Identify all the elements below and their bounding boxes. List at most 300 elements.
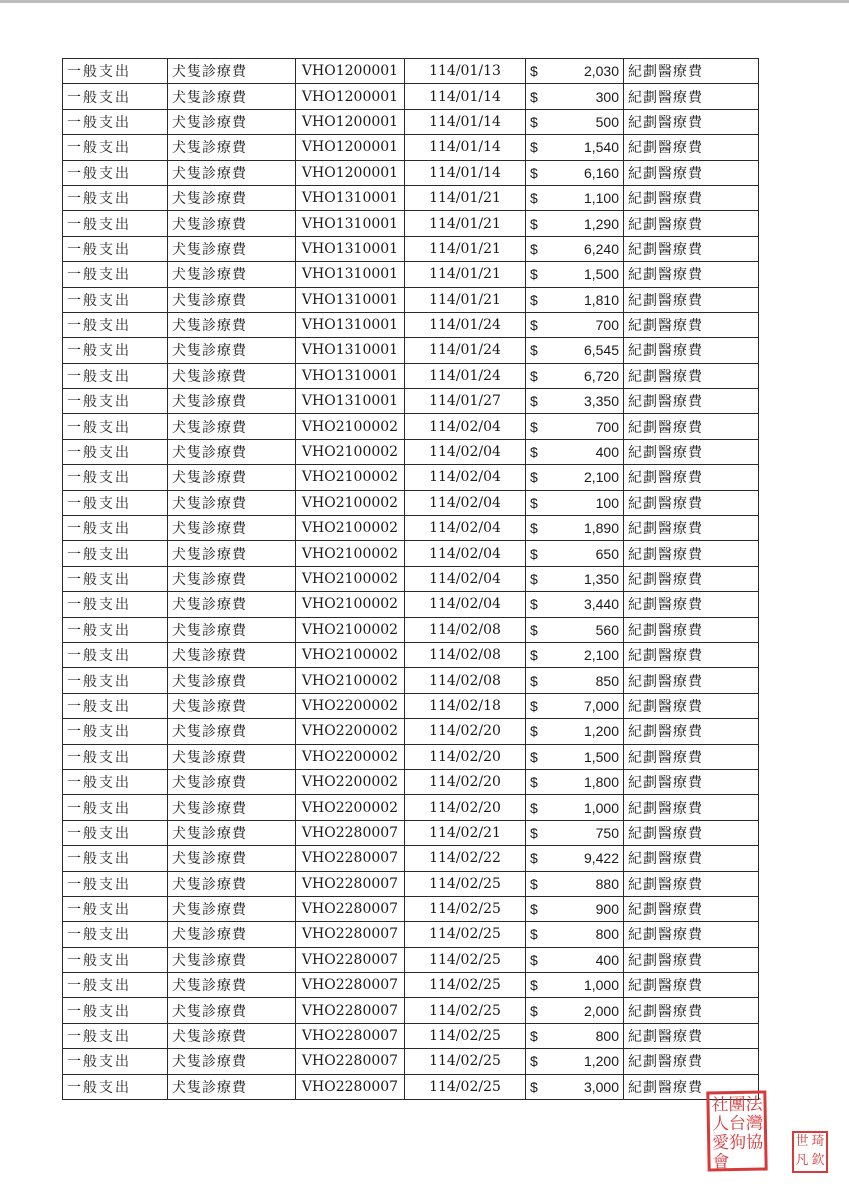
category-cell: 一般支出 bbox=[63, 566, 168, 591]
amount-cell bbox=[526, 566, 624, 591]
currency-symbol: $ bbox=[530, 977, 538, 994]
currency-symbol: $ bbox=[530, 850, 538, 867]
seal-glyph: 人 bbox=[711, 1114, 730, 1135]
item-cell: 犬隻診療費 bbox=[168, 287, 296, 312]
seal-glyph: 協 bbox=[746, 1132, 764, 1153]
amount-value: 1,100 bbox=[583, 190, 619, 207]
amount-cell bbox=[526, 135, 624, 160]
amount-cell bbox=[526, 312, 624, 337]
currency-symbol: $ bbox=[530, 571, 538, 587]
item-cell: 犬隻診療費 bbox=[168, 1023, 296, 1048]
item-cell: 犬隻診療費 bbox=[168, 846, 296, 871]
item-cell: 犬隻診療費 bbox=[168, 744, 296, 769]
date-cell: 114/01/24 bbox=[405, 312, 526, 337]
table-row bbox=[63, 1074, 759, 1099]
date-cell: 114/01/14 bbox=[405, 109, 526, 134]
table-row bbox=[63, 668, 759, 693]
expense-ledger-table bbox=[62, 58, 759, 1100]
category-cell: 一般支出 bbox=[63, 642, 168, 667]
amount-value: 1,800 bbox=[583, 774, 619, 791]
category-cell: 一般支出 bbox=[63, 465, 168, 490]
voucher-code-cell: VHO2100002 bbox=[296, 439, 405, 464]
date-cell: 114/02/25 bbox=[405, 1049, 526, 1074]
table-row bbox=[63, 414, 759, 439]
note-cell: 紀劃醫療費 bbox=[624, 617, 759, 642]
voucher-code-cell: VHO1310001 bbox=[296, 236, 405, 261]
stamp-glyph: 世 bbox=[795, 1134, 809, 1149]
item-cell: 犬隻診療費 bbox=[168, 109, 296, 134]
amount-cell bbox=[526, 642, 624, 667]
category-cell: 一般支出 bbox=[63, 185, 168, 210]
date-cell: 114/02/04 bbox=[405, 541, 526, 566]
note-cell: 紀劃醫療費 bbox=[624, 465, 759, 490]
table-row bbox=[63, 896, 759, 921]
currency-symbol: $ bbox=[530, 215, 538, 232]
voucher-code-cell: VHO2200002 bbox=[296, 744, 405, 769]
table-row bbox=[63, 642, 759, 667]
voucher-code-cell: VHO2100002 bbox=[296, 541, 405, 566]
category-cell: 一般支出 bbox=[63, 541, 168, 566]
date-cell: 114/01/14 bbox=[405, 135, 526, 160]
table-row bbox=[63, 439, 759, 464]
voucher-code-cell: VHO2280007 bbox=[296, 922, 405, 947]
amount-cell bbox=[526, 211, 624, 236]
amount-value: 1,290 bbox=[583, 215, 619, 232]
item-cell: 犬隻診療費 bbox=[168, 363, 296, 388]
category-cell: 一般支出 bbox=[63, 947, 168, 972]
voucher-code-cell: VHO2280007 bbox=[296, 947, 405, 972]
voucher-code-cell: VHO1310001 bbox=[296, 185, 405, 210]
amount-value: 850 bbox=[595, 672, 619, 689]
note-cell: 紀劃醫療費 bbox=[624, 566, 759, 591]
note-cell: 紀劃醫療費 bbox=[624, 135, 759, 160]
currency-symbol: $ bbox=[530, 190, 538, 207]
seal-glyph bbox=[729, 1153, 746, 1172]
voucher-code-cell: VHO2280007 bbox=[296, 1049, 405, 1074]
amount-value: 3,350 bbox=[583, 393, 619, 410]
category-cell: 一般支出 bbox=[63, 846, 168, 871]
date-cell: 114/02/25 bbox=[405, 896, 526, 921]
category-cell: 一般支出 bbox=[63, 617, 168, 642]
table-row bbox=[63, 871, 759, 896]
voucher-code-cell: VHO2100002 bbox=[296, 490, 405, 515]
date-cell: 114/02/04 bbox=[405, 465, 526, 490]
category-cell: 一般支出 bbox=[63, 312, 168, 337]
item-cell: 犬隻診療費 bbox=[168, 439, 296, 464]
scan-top-edge bbox=[0, 0, 849, 3]
date-cell: 114/02/25 bbox=[405, 1074, 526, 1099]
currency-symbol: $ bbox=[530, 1028, 538, 1045]
table-row bbox=[63, 719, 759, 744]
date-cell: 114/02/08 bbox=[405, 617, 526, 642]
item-cell: 犬隻診療費 bbox=[168, 516, 296, 541]
amount-cell bbox=[526, 1074, 624, 1099]
voucher-code-cell: VHO2100002 bbox=[296, 617, 405, 642]
amount-value: 1,000 bbox=[583, 977, 619, 994]
amount-value: 6,720 bbox=[583, 367, 619, 384]
amount-value: 800 bbox=[595, 1028, 619, 1045]
category-cell: 一般支出 bbox=[63, 820, 168, 845]
table-row bbox=[63, 338, 759, 363]
voucher-code-cell: VHO2100002 bbox=[296, 516, 405, 541]
amount-value: 3,000 bbox=[583, 1078, 619, 1095]
currency-symbol: $ bbox=[530, 1053, 538, 1070]
amount-cell bbox=[526, 490, 624, 515]
currency-symbol: $ bbox=[530, 824, 538, 841]
table-row bbox=[63, 160, 759, 185]
date-cell: 114/02/04 bbox=[405, 566, 526, 591]
amount-cell bbox=[526, 693, 624, 718]
table-row bbox=[63, 389, 759, 414]
amount-cell bbox=[526, 84, 624, 109]
date-cell: 114/01/14 bbox=[405, 84, 526, 109]
voucher-code-cell: VHO2200002 bbox=[296, 719, 405, 744]
currency-symbol: $ bbox=[530, 748, 538, 765]
currency-symbol: $ bbox=[530, 774, 538, 791]
date-cell: 114/01/13 bbox=[405, 59, 526, 84]
voucher-code-cell: VHO2280007 bbox=[296, 998, 405, 1023]
association-seal bbox=[706, 1090, 767, 1171]
note-cell: 紀劃醫療費 bbox=[624, 414, 759, 439]
table-row bbox=[63, 211, 759, 236]
amount-value: 3,440 bbox=[583, 596, 619, 613]
amount-value: 400 bbox=[595, 951, 619, 968]
amount-cell bbox=[526, 820, 624, 845]
note-cell: 紀劃醫療費 bbox=[624, 262, 759, 287]
category-cell: 一般支出 bbox=[63, 363, 168, 388]
voucher-code-cell: VHO2280007 bbox=[296, 973, 405, 998]
category-cell: 一般支出 bbox=[63, 795, 168, 820]
table-row bbox=[63, 262, 759, 287]
amount-value: 1,810 bbox=[583, 291, 619, 308]
item-cell: 犬隻診療費 bbox=[168, 896, 296, 921]
date-cell: 114/02/21 bbox=[405, 820, 526, 845]
note-cell: 紀劃醫療費 bbox=[624, 84, 759, 109]
note-cell: 紀劃醫療費 bbox=[624, 871, 759, 896]
date-cell: 114/02/04 bbox=[405, 592, 526, 617]
currency-symbol: $ bbox=[530, 951, 538, 968]
date-cell: 114/02/04 bbox=[405, 439, 526, 464]
amount-cell bbox=[526, 516, 624, 541]
currency-symbol: $ bbox=[530, 444, 538, 461]
item-cell: 犬隻診療費 bbox=[168, 465, 296, 490]
amount-value: 300 bbox=[595, 88, 619, 105]
category-cell: 一般支出 bbox=[63, 719, 168, 744]
currency-symbol: $ bbox=[530, 875, 538, 892]
currency-symbol: $ bbox=[530, 139, 538, 156]
item-cell: 犬隻診療費 bbox=[168, 592, 296, 617]
category-cell: 一般支出 bbox=[63, 84, 168, 109]
category-cell: 一般支出 bbox=[63, 135, 168, 160]
amount-value: 700 bbox=[595, 418, 619, 435]
item-cell: 犬隻診療費 bbox=[168, 338, 296, 363]
amount-cell bbox=[526, 1049, 624, 1074]
date-cell: 114/01/27 bbox=[405, 389, 526, 414]
voucher-code-cell: VHO2280007 bbox=[296, 896, 405, 921]
category-cell: 一般支出 bbox=[63, 490, 168, 515]
category-cell: 一般支出 bbox=[63, 236, 168, 261]
category-cell: 一般支出 bbox=[63, 389, 168, 414]
note-cell: 紀劃醫療費 bbox=[624, 236, 759, 261]
voucher-code-cell: VHO1310001 bbox=[296, 287, 405, 312]
voucher-code-cell: VHO2280007 bbox=[296, 1023, 405, 1048]
note-cell: 紀劃醫療費 bbox=[624, 668, 759, 693]
voucher-code-cell: VHO2200002 bbox=[296, 795, 405, 820]
table-row bbox=[63, 465, 759, 490]
amount-cell bbox=[526, 262, 624, 287]
date-cell: 114/02/25 bbox=[405, 1023, 526, 1048]
date-cell: 114/02/25 bbox=[405, 973, 526, 998]
currency-symbol: $ bbox=[530, 520, 538, 537]
currency-symbol: $ bbox=[530, 266, 538, 283]
currency-symbol: $ bbox=[530, 596, 538, 613]
category-cell: 一般支出 bbox=[63, 973, 168, 998]
table-row bbox=[63, 566, 759, 591]
note-cell: 紀劃醫療費 bbox=[624, 1023, 759, 1048]
category-cell: 一般支出 bbox=[63, 769, 168, 794]
date-cell: 114/02/18 bbox=[405, 693, 526, 718]
table-row bbox=[63, 820, 759, 845]
table-row bbox=[63, 998, 759, 1023]
date-cell: 114/02/04 bbox=[405, 490, 526, 515]
item-cell: 犬隻診療費 bbox=[168, 998, 296, 1023]
table-row bbox=[63, 693, 759, 718]
amount-cell bbox=[526, 363, 624, 388]
voucher-code-cell: VHO2280007 bbox=[296, 846, 405, 871]
seal-glyph: 團 bbox=[728, 1094, 746, 1116]
item-cell: 犬隻診療費 bbox=[168, 795, 296, 820]
category-cell: 一般支出 bbox=[63, 59, 168, 84]
amount-cell bbox=[526, 973, 624, 998]
stamp-glyph: 凡 bbox=[795, 1153, 809, 1168]
seal-glyph: 台 bbox=[728, 1113, 747, 1135]
item-cell: 犬隻診療費 bbox=[168, 922, 296, 947]
amount-value: 1,200 bbox=[583, 1053, 619, 1070]
note-cell: 紀劃醫療費 bbox=[624, 947, 759, 972]
table-row bbox=[63, 922, 759, 947]
currency-symbol: $ bbox=[530, 469, 538, 486]
date-cell: 114/02/04 bbox=[405, 516, 526, 541]
date-cell: 114/02/20 bbox=[405, 769, 526, 794]
item-cell: 犬隻診療費 bbox=[168, 1074, 296, 1099]
currency-symbol: $ bbox=[530, 697, 538, 714]
amount-cell bbox=[526, 439, 624, 464]
currency-symbol: $ bbox=[530, 342, 538, 359]
note-cell: 紀劃醫療費 bbox=[624, 516, 759, 541]
item-cell: 犬隻診療費 bbox=[168, 389, 296, 414]
category-cell: 一般支出 bbox=[63, 439, 168, 464]
voucher-code-cell: VHO1200001 bbox=[296, 84, 405, 109]
table-row bbox=[63, 185, 759, 210]
stamp-glyph: 琦 bbox=[811, 1134, 825, 1149]
item-cell: 犬隻診療費 bbox=[168, 642, 296, 667]
voucher-code-cell: VHO2100002 bbox=[296, 668, 405, 693]
item-cell: 犬隻診療費 bbox=[168, 135, 296, 160]
amount-cell bbox=[526, 592, 624, 617]
amount-value: 1,000 bbox=[583, 799, 619, 816]
item-cell: 犬隻診療費 bbox=[168, 769, 296, 794]
currency-symbol: $ bbox=[530, 621, 538, 638]
note-cell: 紀劃醫療費 bbox=[624, 998, 759, 1023]
voucher-code-cell: VHO2280007 bbox=[296, 871, 405, 896]
note-cell: 紀劃醫療費 bbox=[624, 795, 759, 820]
item-cell: 犬隻診療費 bbox=[168, 693, 296, 718]
currency-symbol: $ bbox=[530, 901, 538, 918]
note-cell: 紀劃醫療費 bbox=[624, 109, 759, 134]
date-cell: 114/02/08 bbox=[405, 668, 526, 693]
date-cell: 114/01/21 bbox=[405, 287, 526, 312]
amount-cell bbox=[526, 160, 624, 185]
category-cell: 一般支出 bbox=[63, 922, 168, 947]
currency-symbol: $ bbox=[530, 647, 538, 664]
table-row bbox=[63, 795, 759, 820]
amount-value: 1,500 bbox=[583, 748, 619, 765]
note-cell: 紀劃醫療費 bbox=[624, 490, 759, 515]
date-cell: 114/02/20 bbox=[405, 744, 526, 769]
note-cell: 紀劃醫療費 bbox=[624, 312, 759, 337]
amount-cell bbox=[526, 871, 624, 896]
amount-value: 2,030 bbox=[583, 63, 619, 80]
currency-symbol: $ bbox=[530, 545, 538, 562]
note-cell: 紀劃醫療費 bbox=[624, 541, 759, 566]
seal-glyph: 會 bbox=[712, 1152, 730, 1173]
amount-cell bbox=[526, 744, 624, 769]
amount-cell bbox=[526, 795, 624, 820]
table-row bbox=[63, 846, 759, 871]
amount-value: 7,000 bbox=[583, 697, 619, 714]
amount-cell bbox=[526, 338, 624, 363]
currency-symbol: $ bbox=[530, 393, 538, 410]
currency-symbol: $ bbox=[530, 240, 538, 257]
voucher-code-cell: VHO2100002 bbox=[296, 592, 405, 617]
note-cell: 紀劃醫療費 bbox=[624, 211, 759, 236]
note-cell: 紀劃醫療費 bbox=[624, 1074, 759, 1099]
amount-value: 900 bbox=[595, 901, 619, 918]
amount-cell bbox=[526, 617, 624, 642]
voucher-code-cell: VHO1200001 bbox=[296, 109, 405, 134]
currency-symbol: $ bbox=[530, 164, 538, 181]
date-cell: 114/02/25 bbox=[405, 947, 526, 972]
date-cell: 114/02/25 bbox=[405, 871, 526, 896]
table-row bbox=[63, 541, 759, 566]
amount-cell bbox=[526, 541, 624, 566]
item-cell: 犬隻診療費 bbox=[168, 617, 296, 642]
amount-value: 2,000 bbox=[583, 1002, 619, 1019]
seal-glyph: 社 bbox=[711, 1095, 729, 1116]
seal-glyph bbox=[746, 1153, 763, 1172]
currency-symbol: $ bbox=[530, 672, 538, 689]
table-row bbox=[63, 947, 759, 972]
item-cell: 犬隻診療費 bbox=[168, 871, 296, 896]
table-row bbox=[63, 490, 759, 515]
item-cell: 犬隻診療費 bbox=[168, 541, 296, 566]
item-cell: 犬隻診療費 bbox=[168, 84, 296, 109]
date-cell: 114/01/21 bbox=[405, 211, 526, 236]
category-cell: 一般支出 bbox=[63, 1049, 168, 1074]
category-cell: 一般支出 bbox=[63, 998, 168, 1023]
table-row bbox=[63, 236, 759, 261]
category-cell: 一般支出 bbox=[63, 211, 168, 236]
item-cell: 犬隻診療費 bbox=[168, 59, 296, 84]
personal-name-stamp bbox=[792, 1131, 828, 1173]
note-cell: 紀劃醫療費 bbox=[624, 693, 759, 718]
amount-cell bbox=[526, 719, 624, 744]
amount-value: 1,890 bbox=[583, 520, 619, 537]
voucher-code-cell: VHO2280007 bbox=[296, 820, 405, 845]
amount-value: 2,100 bbox=[583, 469, 619, 486]
note-cell: 紀劃醫療費 bbox=[624, 338, 759, 363]
item-cell: 犬隻診療費 bbox=[168, 312, 296, 337]
item-cell: 犬隻診療費 bbox=[168, 947, 296, 972]
date-cell: 114/02/22 bbox=[405, 846, 526, 871]
category-cell: 一般支出 bbox=[63, 1074, 168, 1099]
amount-value: 6,240 bbox=[583, 240, 619, 257]
item-cell: 犬隻診療費 bbox=[168, 262, 296, 287]
amount-value: 100 bbox=[595, 494, 619, 511]
currency-symbol: $ bbox=[530, 418, 538, 435]
amount-value: 700 bbox=[595, 317, 619, 334]
table-row bbox=[63, 592, 759, 617]
note-cell: 紀劃醫療費 bbox=[624, 922, 759, 947]
amount-value: 1,200 bbox=[583, 723, 619, 740]
table-row bbox=[63, 1049, 759, 1074]
table-row bbox=[63, 135, 759, 160]
item-cell: 犬隻診療費 bbox=[168, 820, 296, 845]
table-row bbox=[63, 617, 759, 642]
item-cell: 犬隻診療費 bbox=[168, 973, 296, 998]
amount-value: 2,100 bbox=[583, 647, 619, 664]
amount-value: 400 bbox=[595, 444, 619, 461]
category-cell: 一般支出 bbox=[63, 160, 168, 185]
currency-symbol: $ bbox=[530, 63, 538, 80]
note-cell: 紀劃醫療費 bbox=[624, 820, 759, 845]
note-cell: 紀劃醫療費 bbox=[624, 1049, 759, 1074]
date-cell: 114/02/25 bbox=[405, 922, 526, 947]
amount-cell bbox=[526, 1023, 624, 1048]
voucher-code-cell: VHO2280007 bbox=[296, 1074, 405, 1099]
currency-symbol: $ bbox=[530, 1078, 538, 1095]
note-cell: 紀劃醫療費 bbox=[624, 896, 759, 921]
category-cell: 一般支出 bbox=[63, 109, 168, 134]
note-cell: 紀劃醫療費 bbox=[624, 973, 759, 998]
amount-value: 880 bbox=[595, 875, 619, 892]
amount-cell bbox=[526, 846, 624, 871]
note-cell: 紀劃醫療費 bbox=[624, 642, 759, 667]
amount-cell bbox=[526, 389, 624, 414]
currency-symbol: $ bbox=[530, 1002, 538, 1019]
item-cell: 犬隻診療費 bbox=[168, 185, 296, 210]
table-row bbox=[63, 973, 759, 998]
voucher-code-cell: VHO1310001 bbox=[296, 211, 405, 236]
currency-symbol: $ bbox=[530, 494, 538, 511]
note-cell: 紀劃醫療費 bbox=[624, 185, 759, 210]
category-cell: 一般支出 bbox=[63, 516, 168, 541]
table-row bbox=[63, 287, 759, 312]
category-cell: 一般支出 bbox=[63, 338, 168, 363]
voucher-code-cell: VHO1310001 bbox=[296, 338, 405, 363]
category-cell: 一般支出 bbox=[63, 287, 168, 312]
voucher-code-cell: VHO1200001 bbox=[296, 135, 405, 160]
category-cell: 一般支出 bbox=[63, 592, 168, 617]
category-cell: 一般支出 bbox=[63, 414, 168, 439]
seal-glyph: 法 bbox=[745, 1094, 763, 1115]
table-row bbox=[63, 1023, 759, 1048]
voucher-code-cell: VHO1310001 bbox=[296, 262, 405, 287]
table-row bbox=[63, 363, 759, 388]
voucher-code-cell: VHO2100002 bbox=[296, 642, 405, 667]
item-cell: 犬隻診療費 bbox=[168, 490, 296, 515]
date-cell: 114/02/20 bbox=[405, 719, 526, 744]
